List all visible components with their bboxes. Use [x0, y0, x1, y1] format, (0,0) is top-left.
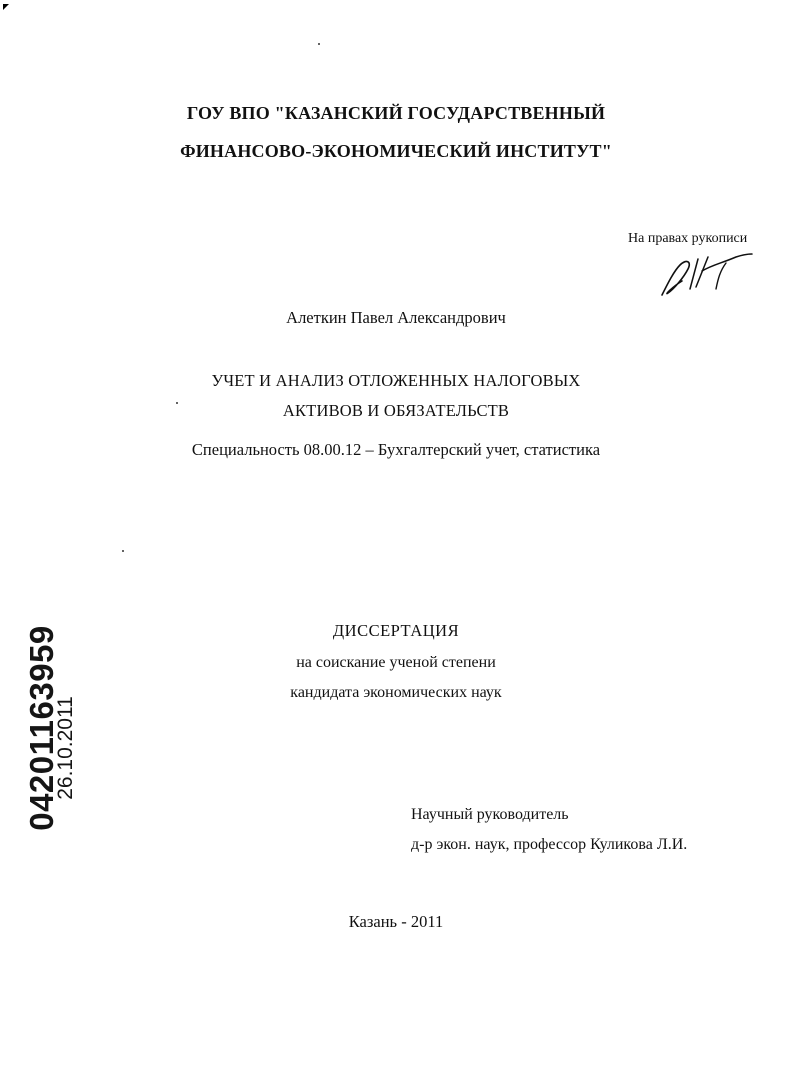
scan-speck [122, 550, 124, 552]
institution-line-2: ФИНАНСОВО-ЭКОНОМИЧЕСКИЙ ИНСТИТУТ" [180, 141, 612, 161]
city-year: Казань - 2011 [348, 912, 444, 931]
degree-line-1: на соискание ученой степени [296, 654, 496, 671]
scan-corner-mark [3, 4, 9, 10]
signature-icon [656, 249, 756, 301]
library-stamp-date: 26.10.2011 [54, 696, 77, 800]
document-type-heading: ДИССЕРТАЦИЯ [332, 621, 460, 640]
supervisor-label: Научный руководитель [411, 806, 569, 823]
library-stamp-number: 04201163959 [23, 625, 60, 831]
supervisor-name: д-р экон. наук, профессор Куликова Л.И. [411, 836, 688, 853]
dissertation-title-line-1: УЧЕТ И АНАЛИЗ ОТЛОЖЕННЫХ НАЛОГОВЫХ [211, 371, 581, 390]
scan-speck [318, 43, 320, 45]
specialty: Специальность 08.00.12 – Бухгалтерский учет, статистика [191, 440, 601, 459]
manuscript-note: На правах рукописи [628, 231, 748, 246]
institution-line-1: ГОУ ВПО "КАЗАНСКИЙ ГОСУДАРСТВЕННЫЙ [186, 103, 606, 123]
dissertation-title-line-2: АКТИВОВ И ОБЯЗАТЕЛЬСТВ [282, 401, 510, 420]
author-name: Алеткин Павел Александрович [286, 308, 506, 327]
degree-line-2: кандидата экономических наук [290, 684, 502, 701]
